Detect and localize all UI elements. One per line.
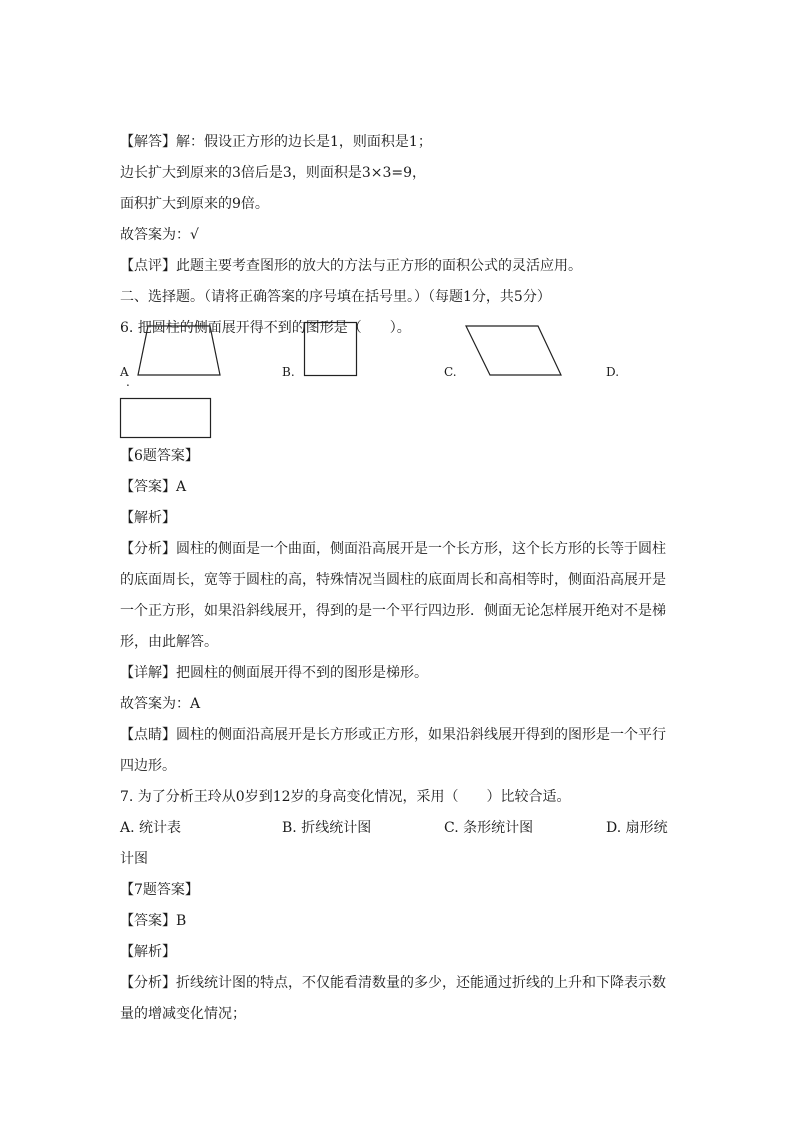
q6-remark-line-2: 四边形。 — [120, 758, 176, 774]
parallelogram-figure — [464, 324, 564, 378]
answer-line-3: 面积扩大到原来的9倍。 — [120, 196, 269, 212]
q6-analysis-line-4: 形，由此解答。 — [120, 634, 218, 650]
q6-detail: 【详解】把圆柱的侧面展开得不到的图形是梯形。 — [120, 665, 428, 681]
option-a-label: A — [120, 365, 129, 379]
option-c-label: C. — [444, 365, 457, 379]
q6-analysis-heading: 【解析】 — [120, 510, 176, 526]
q7-answer: 【答案】B — [120, 913, 187, 929]
q7-option-d-continued: 计图 — [120, 851, 148, 867]
q7-analysis-line-2: 量的增减变化情况； — [120, 1006, 246, 1022]
question-7: 7. 为了分析王玲从0岁到12岁的身高变化情况，采用（ ）比较合适。 — [120, 789, 571, 805]
q7-option-b: B. 折线统计图 — [282, 820, 372, 836]
comment-line: 【点评】此题主要考查图形的放大的方法与正方形的面积公式的灵活应用。 — [120, 258, 582, 274]
option-b-label: B. — [282, 365, 295, 379]
q7-option-a: A. 统计表 — [120, 820, 182, 836]
q6-analysis-line-1: 【分析】圆柱的侧面是一个曲面，侧面沿高展开是一个长方形，这个长方形的长等于圆柱 — [120, 541, 666, 557]
option-a-dot: . — [126, 375, 130, 389]
question-6: 6. 把圆柱的侧面展开得不到的图形是（ ）。 — [120, 320, 411, 336]
answer-line-2: 边长扩大到原来的3倍后是3，则面积是3×3=9， — [120, 165, 426, 181]
section-heading: 二、选择题。（请将正确答案的序号填在括号里。）（每题1分，共5分） — [120, 289, 551, 305]
square-figure — [303, 321, 359, 377]
q7-option-c: C. 条形统计图 — [444, 820, 534, 836]
q7-analysis-heading: 【解析】 — [120, 944, 176, 960]
q7-option-d: D. 扇形统 — [606, 820, 668, 836]
answer-line-1: 【解答】解：假设正方形的边长是1，则面积是1； — [120, 134, 432, 150]
trapezoid-figure — [136, 324, 222, 378]
q6-answer: 【答案】A — [120, 479, 187, 495]
q6-answer-heading: 【6题答案】 — [120, 448, 199, 464]
rectangle-figure — [119, 397, 213, 440]
q6-conclusion: 故答案为：A — [120, 696, 201, 712]
q6-analysis-line-3: 一个正方形，如果沿斜线展开，得到的是一个平行四边形．侧面无论怎样展开绝对不是梯 — [120, 603, 666, 619]
q6-analysis-line-2: 的底面周长，宽等于圆柱的高，特殊情况当圆柱的底面周长和高相等时，侧面沿高展开是 — [120, 572, 666, 588]
q6-remark-line-1: 【点睛】圆柱的侧面沿高展开是长方形或正方形，如果沿斜线展开得到的图形是一个平行 — [120, 727, 666, 743]
answer-conclusion: 故答案为：√ — [120, 227, 199, 243]
q7-answer-heading: 【7题答案】 — [120, 882, 199, 898]
option-d-label: D. — [606, 365, 620, 379]
q7-analysis-line-1: 【分析】折线统计图的特点，不仅能看清数量的多少，还能通过折线的上升和下降表示数 — [120, 975, 666, 991]
